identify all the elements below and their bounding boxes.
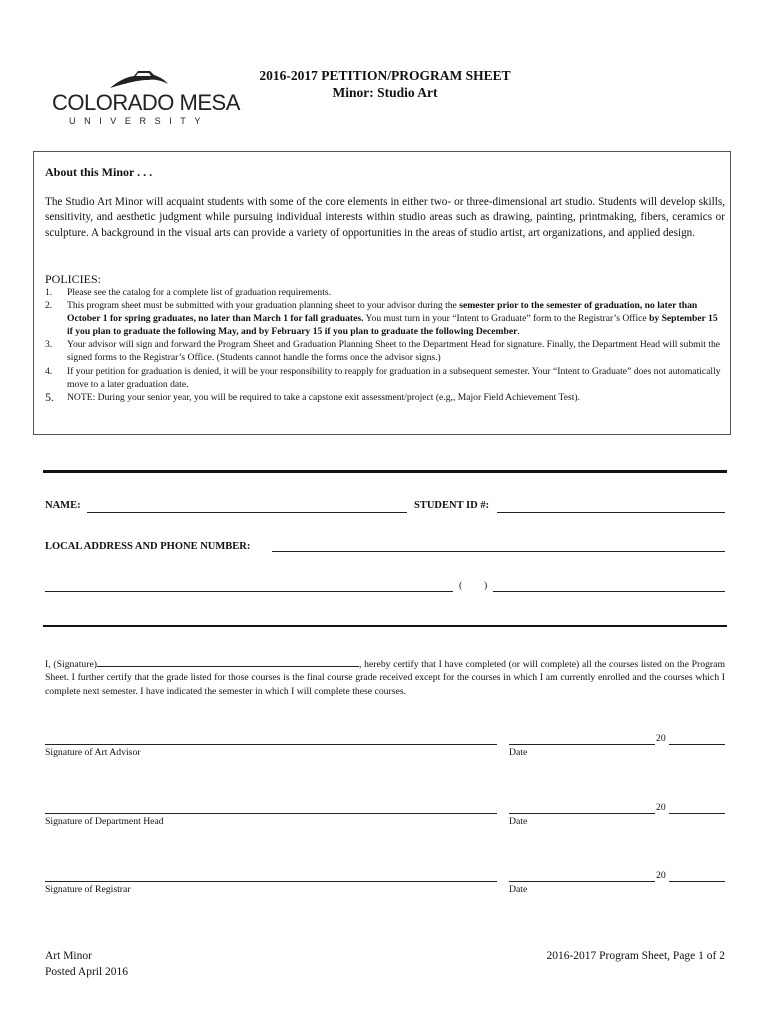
- policy-text-run: If your petition for graduation is denied, it will be your responsibility to reapply for graduation in a subsequent semester. Your “Intent to Graduate” does not automatically move to a later graduation date.: [67, 365, 721, 390]
- university-logo: [52, 68, 240, 126]
- year-prefix: 20: [656, 733, 666, 744]
- footer-posted: Posted April 2016: [45, 966, 129, 978]
- mesa-mountain-icon: [108, 68, 170, 90]
- policy-text-run: Please see the catalog for a complete list of graduation requirements.: [67, 287, 331, 298]
- date-label: Date: [509, 884, 528, 895]
- form-divider: [43, 625, 727, 627]
- policy-item: [45, 299, 725, 338]
- year-prefix: 20: [656, 802, 666, 813]
- page-title-block: [235, 67, 535, 101]
- policy-text-run: .: [517, 326, 520, 338]
- policy-text: [67, 365, 725, 391]
- policy-emphasis: semester prior to the semester of graduation, no later than October 1 for spring graduates, no later than March 1 for fall graduates.: [67, 300, 698, 325]
- student-id-label: STUDENT ID #:: [414, 500, 490, 511]
- policy-text-run: NOTE: During your senior year, you will be required to take a capstone exit assessment/project (e.g,, Major Field Achievement Test).: [67, 391, 580, 403]
- date-line[interactable]: [509, 813, 655, 814]
- policy-emphasis: by September 15 if you plan to graduate the following May, and by February 15 if you plan to graduate the following December: [67, 313, 718, 338]
- footer-left: [45, 948, 128, 980]
- signature-line[interactable]: [45, 744, 497, 745]
- name-label: NAME:: [45, 500, 81, 511]
- policy-number: 1.: [45, 287, 53, 298]
- year-line[interactable]: [669, 813, 725, 814]
- policy-item: [45, 365, 725, 391]
- policy-item: [45, 286, 725, 299]
- policy-text-run: This program sheet must be submitted with your graduation planning sheet to your advisor during the: [67, 300, 460, 312]
- section-divider: [43, 470, 727, 473]
- certification-prefix: I, (Signature): [45, 659, 97, 670]
- policy-item: [45, 391, 725, 404]
- logo-wordmark: COLORADO MESA: [52, 90, 240, 115]
- phone-field[interactable]: [493, 591, 725, 592]
- policy-text: [67, 286, 725, 299]
- about-body: The Studio Art Minor will acquaint students with some of the core elements in either two- or three-dimensional art studio. Students will develop skills, sensitivity, and aesthetic judgment while pursuing individual interests within studio areas such as drawing, painting, printmaking, fibers, ceramics or sculpture. A background in the visual arts can provide a variety of opportunities in the areas of studio artist, art organizations, and applied design.: [45, 196, 725, 239]
- logo-subline: UNIVERSITY: [69, 116, 210, 126]
- about-heading: About this Minor . . .: [45, 165, 153, 179]
- address-line-2-field[interactable]: [45, 591, 453, 592]
- signature-line[interactable]: [45, 813, 497, 814]
- year-line[interactable]: [669, 881, 725, 882]
- page-title: 2016-2017 PETITION/PROGRAM SHEET: [259, 68, 511, 83]
- signature-label: Signature of Registrar: [45, 884, 131, 895]
- policy-text: [67, 391, 725, 404]
- date-line[interactable]: [509, 881, 655, 882]
- certification-signature-field[interactable]: [97, 656, 359, 667]
- policy-item: [45, 338, 725, 364]
- name-field[interactable]: [87, 512, 407, 513]
- year-prefix: 20: [656, 870, 666, 881]
- policies-list: [45, 286, 725, 404]
- policies-heading: POLICIES:: [45, 272, 102, 286]
- certification-body: , hereby certify that I have completed (or will complete) all the courses listed on the Program Sheet. I further certify that the grade listed for those courses is the final course grade received except for the courses in which I am currently enrolled and the courses which I complete next semester. I have indicated the semester in which I will complete these courses.: [45, 659, 725, 697]
- policy-text-run: Your advisor will sign and forward the Program Sheet and Graduation Planning Sheet to the Department Head for signature. Finally, the Department Head will submit the signed forms to the Registrar’s Office. (Students cannot handle the forms once the advisor signs.): [67, 339, 721, 364]
- policy-number: 5.: [45, 389, 54, 404]
- policy-text: [67, 338, 725, 364]
- policy-text: [67, 299, 725, 338]
- phone-close-paren: ): [484, 580, 488, 591]
- address-label: LOCAL ADDRESS AND PHONE NUMBER:: [45, 541, 251, 552]
- footer-page-info: 2016-2017 Program Sheet, Page 1 of 2: [546, 950, 725, 962]
- year-line[interactable]: [669, 744, 725, 745]
- signature-label: Signature of Art Advisor: [45, 747, 141, 758]
- policy-number: 4.: [45, 365, 53, 377]
- certification-text: [45, 656, 725, 698]
- policy-number: 3.: [45, 339, 53, 351]
- address-field[interactable]: [272, 551, 725, 552]
- date-label: Date: [509, 747, 528, 758]
- signature-label: Signature of Department Head: [45, 816, 164, 827]
- page-subtitle: Minor: Studio Art: [332, 85, 438, 100]
- date-label: Date: [509, 816, 528, 827]
- policy-number: 2.: [45, 300, 53, 312]
- policy-text-run: You must turn in your “Intent to Graduate” form to the Registrar’s Office: [363, 313, 650, 325]
- date-line[interactable]: [509, 744, 655, 745]
- student-id-field[interactable]: [497, 512, 725, 513]
- signature-line[interactable]: [45, 881, 497, 882]
- phone-open-paren: (: [459, 580, 463, 591]
- footer-program: Art Minor: [45, 950, 92, 962]
